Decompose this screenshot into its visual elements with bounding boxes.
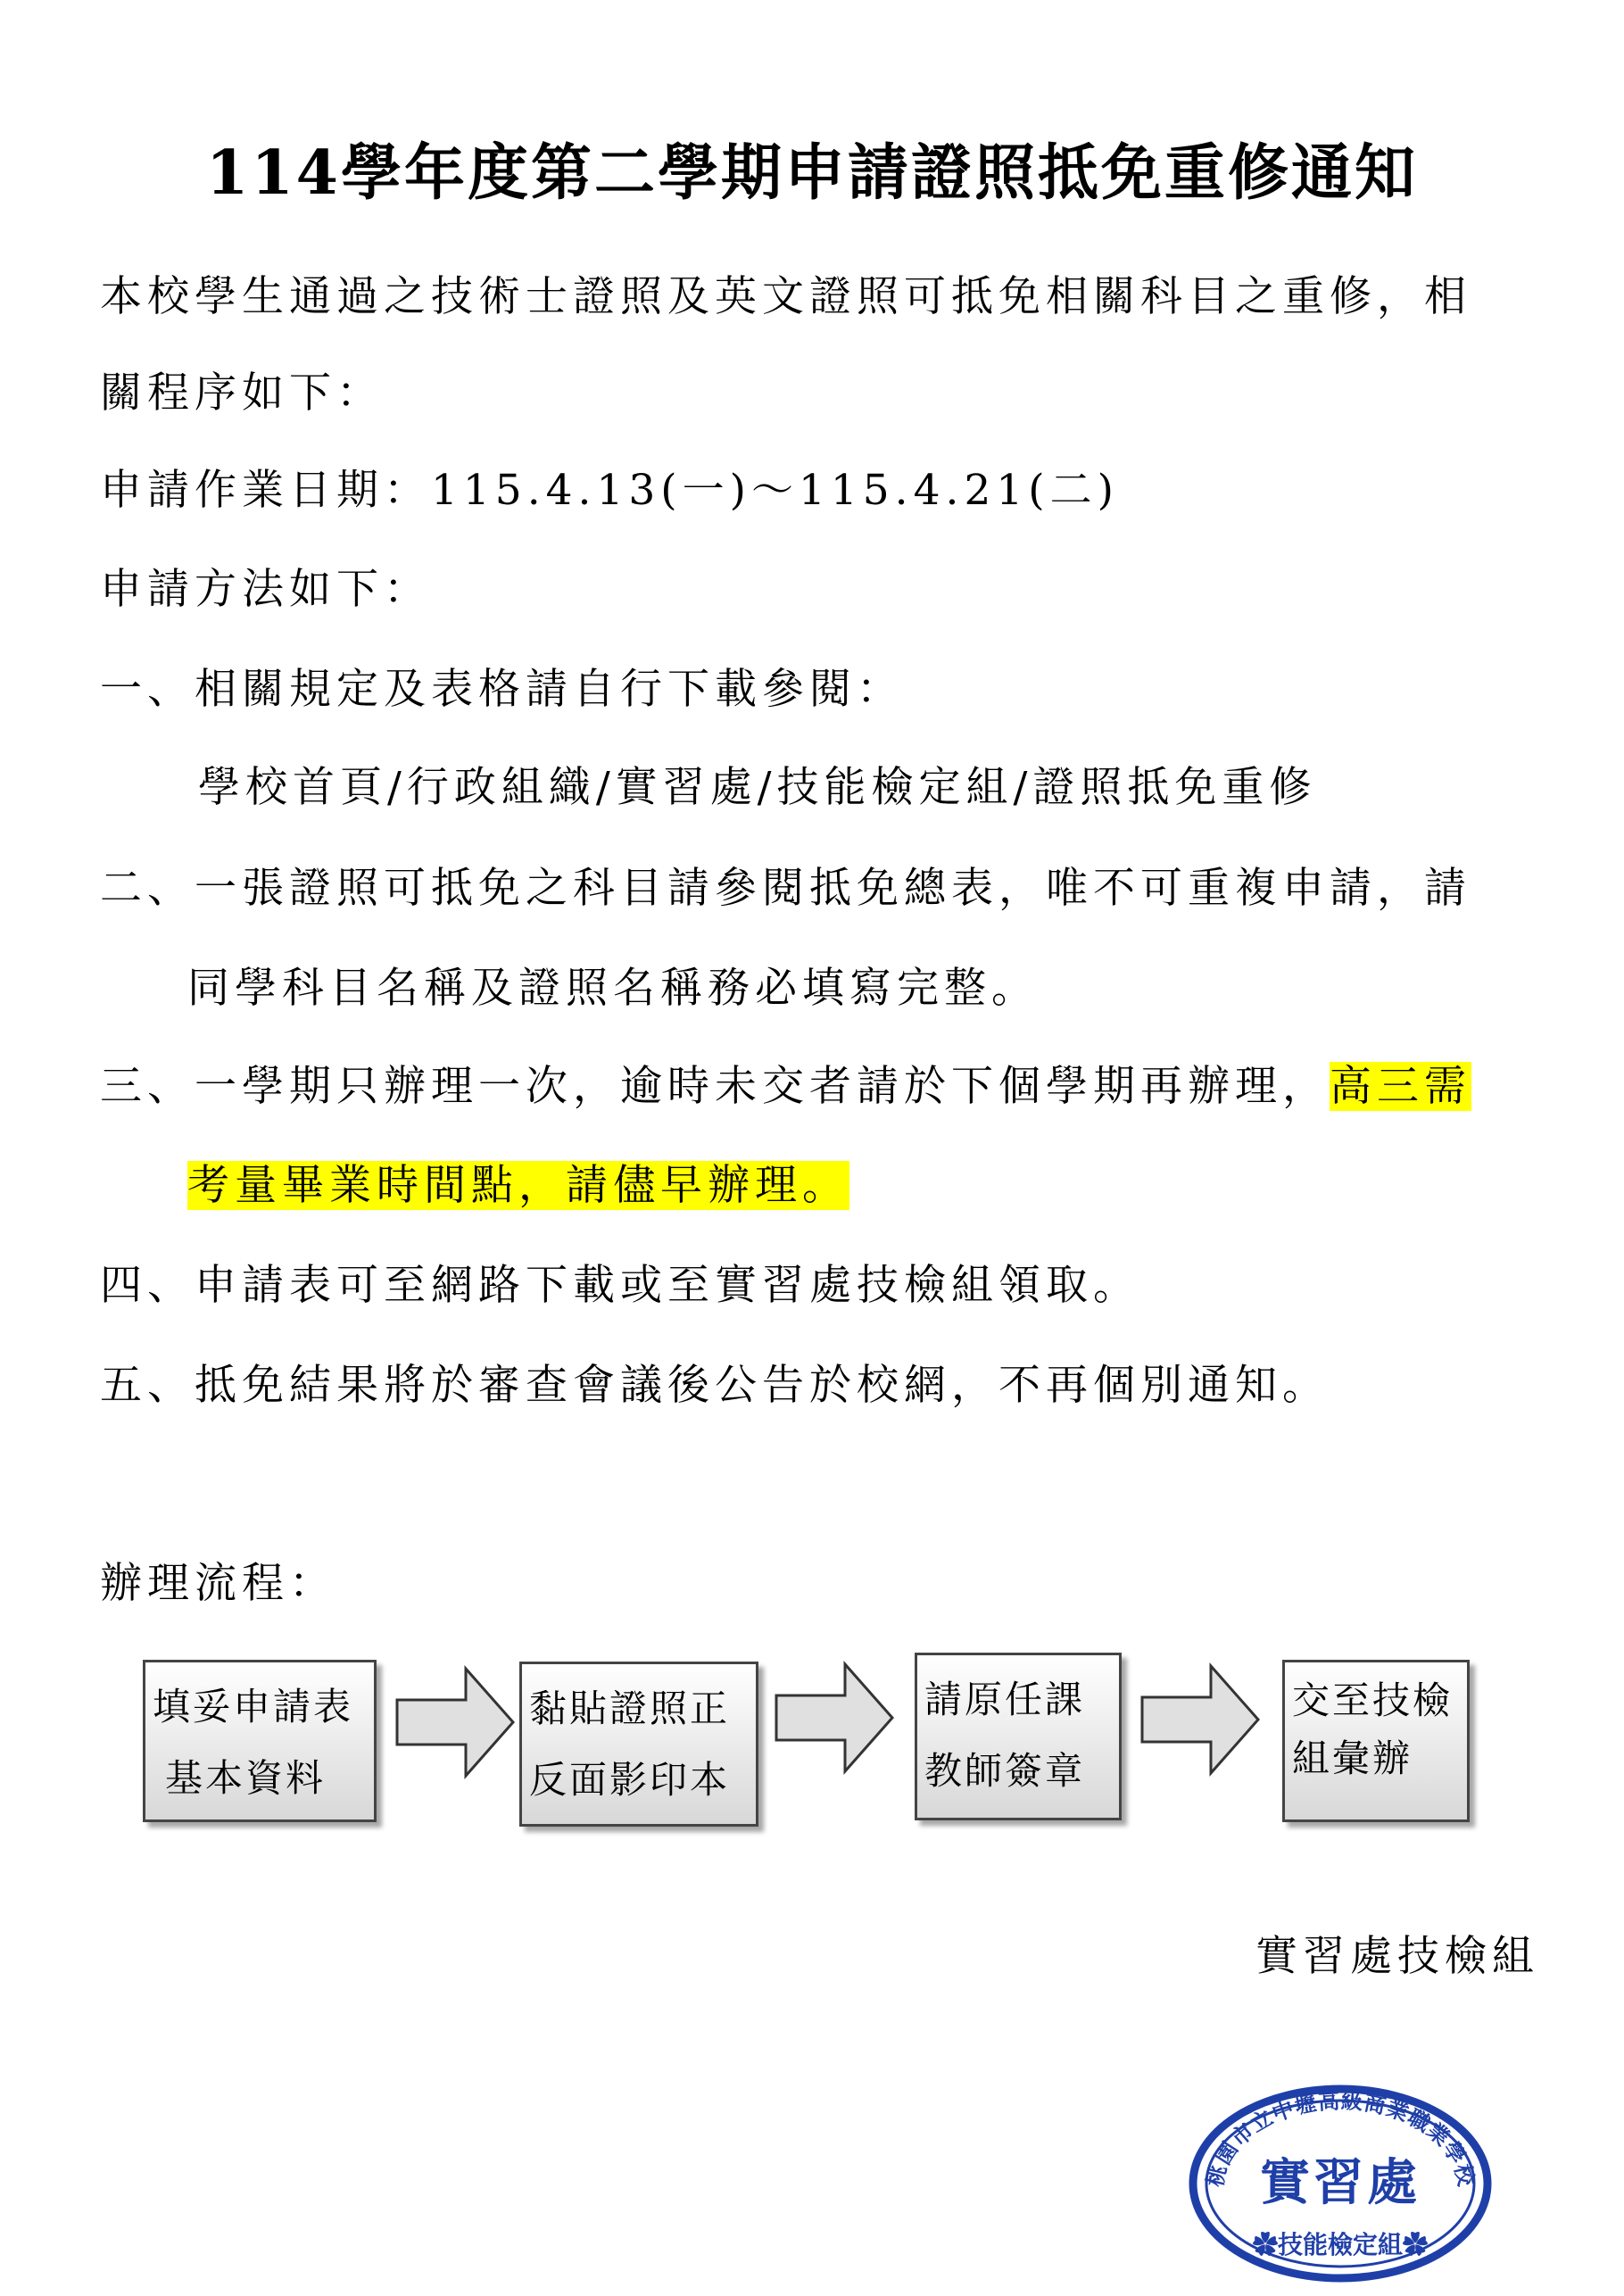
flow-arrow-2 xyxy=(774,1660,899,1776)
svg-text:桃園市立中壢高級商業職業學校: 桃園市立中壢高級商業職業學校 xyxy=(1201,2087,1480,2190)
item-3-highlight-1: 高三需 xyxy=(1330,1062,1471,1111)
page-title: 114學年度第二學期申請證照抵免重修通知 xyxy=(206,137,1418,209)
flow-arrow-1 xyxy=(394,1664,519,1780)
flow-step-4-line-1: 交至技檢 xyxy=(1292,1678,1454,1722)
flow-heading: 辦理流程： xyxy=(100,1559,336,1608)
item-2-line-1: 二、一張證照可抵免之科目請參閱抵免總表，唯不可重複申請，請 xyxy=(100,864,1471,913)
flow-step-1 xyxy=(143,1660,377,1822)
signoff: 實習處技檢組 xyxy=(1255,1932,1539,1981)
item-4: 四、申請表可至網路下載或至實習處技檢組領取。 xyxy=(100,1261,1140,1310)
item-3-highlight-2: 考量畢業時間點，請儘早辦理。 xyxy=(187,1161,849,1210)
intro-line-1: 本校學生通過之技術士證照及英文證照可抵免相關科目之重修，相 xyxy=(100,272,1471,321)
svg-text:實習處: 實習處 xyxy=(1260,2153,1421,2212)
item-3-line-2 xyxy=(187,1161,849,1211)
flow-step-2-line-2: 反面影印本 xyxy=(529,1757,731,1802)
flow-arrow-3 xyxy=(1139,1662,1264,1778)
application-date: 申請作業日期：115.4.13(一)～115.4.21(二) xyxy=(100,466,1119,515)
item-3-text: 三、一學期只辦理一次，逾時未交者請於下個學期再辦理， xyxy=(100,1062,1330,1111)
office-seal-stamp xyxy=(1187,2084,1495,2284)
flow-step-4 xyxy=(1282,1660,1470,1822)
flow-step-3 xyxy=(915,1653,1122,1820)
item-2-line-2: 同學科目名稱及證照名稱務必填寫完整。 xyxy=(187,964,1039,1013)
intro-line-2: 關程序如下： xyxy=(100,369,384,418)
flow-step-2-line-1: 黏貼證照正 xyxy=(529,1687,731,1730)
item-1-path: 學校首頁/行政組織/實習處/技能檢定組/證照抵免重修 xyxy=(198,763,1317,812)
flow-step-4-line-2: 組彙辦 xyxy=(1292,1737,1413,1781)
flow-step-1-line-1: 填妥申請表 xyxy=(153,1685,354,1728)
item-1-line-1: 一、相關規定及表格請自行下載參閱： xyxy=(100,665,904,714)
flow-step-1-line-2: 基本資料 xyxy=(165,1755,327,1800)
flow-step-3-line-2: 教師簽章 xyxy=(924,1748,1086,1793)
item-3-line-1 xyxy=(100,1062,1471,1112)
flow-step-2 xyxy=(519,1662,758,1827)
svg-text:✿技能檢定組✿: ✿技能檢定組✿ xyxy=(1252,2230,1429,2259)
flow-step-3-line-1: 請原任課 xyxy=(924,1678,1086,1721)
item-5: 五、抵免結果將於審查會議後公告於校網，不再個別通知。 xyxy=(100,1361,1330,1410)
method-heading: 申請方法如下： xyxy=(100,565,431,614)
